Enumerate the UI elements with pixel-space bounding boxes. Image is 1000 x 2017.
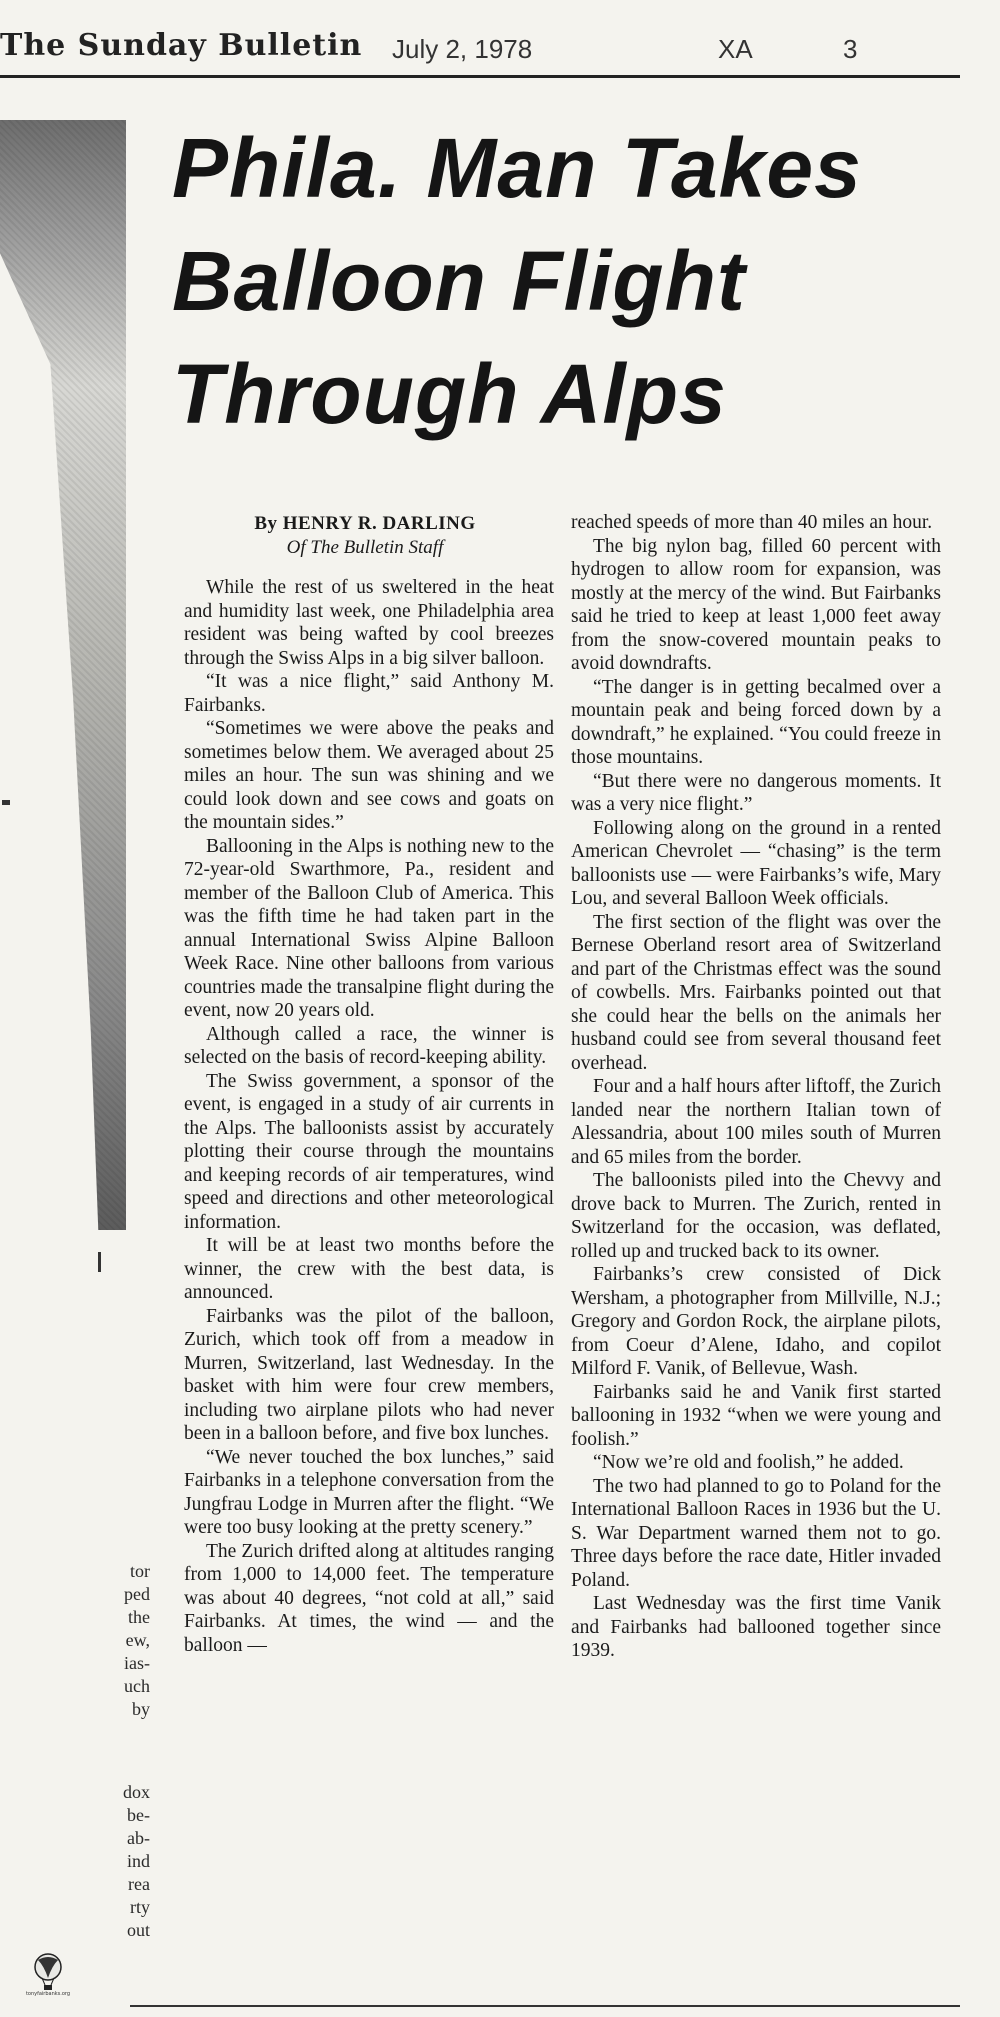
author-name: By HENRY R. DARLING xyxy=(254,513,476,534)
paragraph: The first section of the flight was over the Bernese Oberland resort area of Switzerland and part of the Christmas effect was the sound of cowbells. Mrs. Fairbanks pointed out that she could hear the bells on the animals her husband could see from several thousand feet overhead. xyxy=(571,911,941,1074)
issue-date: July 2, 1978 xyxy=(392,34,533,64)
paragraph: Although called a race, the winner is selected on the basis of record-keeping ability. xyxy=(184,1023,554,1068)
paragraph: The two had planned to go to Poland for the International Balloon Races in 1936 but the U. S. War Department warned them not to go. Three days before the race date, Hitler invaded Poland. xyxy=(571,1475,941,1591)
photo-fragment xyxy=(0,120,126,1230)
print-mark xyxy=(98,1252,101,1272)
bottom-rule xyxy=(130,2005,960,2007)
article-column-1 xyxy=(184,576,554,1657)
paragraph: It will be at least two months before the winner, the crew with the best data, is announced. xyxy=(184,1235,554,1303)
headline-line: Phila. Man Takes xyxy=(172,121,862,215)
headline-line: Through Alps xyxy=(172,347,727,441)
byline xyxy=(180,512,550,560)
paragraph: Fairbanks said he and Vanik first started ballooning in 1932 “when we were young and foolish.” xyxy=(571,1381,941,1450)
headline xyxy=(172,112,972,451)
adjacent-article-fragment: tor ped the ew, ias- uch by xyxy=(124,1561,150,1719)
paragraph: “The danger is in getting becalmed over a mountain peak and being forced down by a downdraft,” he explained. “You could freeze in those mountains. xyxy=(571,676,941,768)
paragraph: The big nylon bag, filled 60 percent with hydrogen to allow room for expansion, was mostly at the mercy of the wind. But Fairbanks said he tried to keep at least 1,000 feet away from the snow-covered mountain peaks to avoid downdrafts. xyxy=(571,535,941,674)
paragraph: “We never touched the box lunches,” said Fairbanks in a telephone conversation from the Jungfrau Lodge in Murren after the flight. “We were too busy looking at the pretty scenery.” xyxy=(184,1446,554,1538)
adjacent-article-fragment: dox be- ab- ind rea rty out xyxy=(123,1782,150,1940)
paragraph: The Swiss government, a sponsor of the event, is engaged in a study of air currents in the Alps. The balloonists assist by accurately plotting their course through the mountains and keeping records of air temperatures, wind speed and directions and other meteorological information. xyxy=(184,1070,554,1233)
paragraph: Last Wednesday was the first time Vanik and Fairbanks had ballooned together since 1939. xyxy=(571,1593,941,1661)
paragraph: Fairbanks’s crew consisted of Dick Wersham, a photographer from Millville, N.J.; Gregory and Gordon Rock, the airplane pilots, from Coeur d’Alene, Idaho, and copilot Milford F. Vanik, of Bellevue, Wash. xyxy=(571,1264,941,1379)
page-number: 3 xyxy=(843,34,858,64)
paragraph: Ballooning in the Alps is nothing new to the 72-year-old Swarthmore, Pa., resident and member of the Balloon Club of America. This was the fifth time he had taken part in the annual International Swiss Alpine Balloon Week Race. Nine other balloons from various countries made the transalpine flight during the event, now 20 years old. xyxy=(184,835,554,1021)
paragraph: “Now we’re old and foolish,” he added. xyxy=(593,1452,904,1473)
paragraph: While the rest of us sweltered in the heat and humidity last week, one Philadelphia area resident was being wafted by cool breezes through the Swiss Alps in a big silver balloon. xyxy=(184,577,554,669)
paragraph: Four and a half hours after liftoff, the Zurich landed near the northern Italian town of Alessandria, about 100 miles south of Murren and 65 miles from the border. xyxy=(571,1076,941,1168)
print-mark xyxy=(2,800,10,805)
paragraph: “But there were no dangerous moments. It was a very nice flight.” xyxy=(571,770,941,815)
paragraph: “It was a nice flight,” said Anthony M. Fairbanks. xyxy=(184,671,554,716)
masthead xyxy=(0,28,960,78)
paragraph: The Zurich drifted along at altitudes ranging from 1,000 to 14,000 feet. The temperature was about 40 degrees, “not cold at all,” said Fairbanks. At times, the wind — and the balloon — xyxy=(184,1540,554,1656)
paragraph: reached speeds of more than 40 miles an hour. xyxy=(571,512,933,533)
paragraph: The balloonists piled into the Chevvy and drove back to Murren. The Zurich, rented in Switzerland for the occasion, was deflated, rolled up and trucked back to its owner. xyxy=(571,1170,941,1262)
article-column-2 xyxy=(571,511,941,1663)
badge-label: tonyfairbanks.org xyxy=(25,1991,71,1997)
paragraph: Following along on the ground in a rented American Chevrolet — “chasing” is the term balloonists use — were Fairbanks’s wife, Mary Lou, and several Balloon Week officials. xyxy=(571,817,941,909)
staff-line: Of The Bulletin Staff xyxy=(286,537,444,558)
balloon-icon xyxy=(22,1952,74,1992)
paper-name: The Sunday Bulletin xyxy=(0,28,363,63)
edition-code: XA xyxy=(718,34,753,64)
paragraph: “Sometimes we were above the peaks and sometimes below them. We averaged about 25 miles an hour. The sun was shining and we could look down and see cows and goats on the mountain sides.” xyxy=(184,718,554,833)
paragraph: Fairbanks was the pilot of the balloon, Zurich, which took off from a meadow in Murren, Switzerland, last Wednesday. In the basket with him were four crew members, including two airplane pilots who had never been in a balloon before, and five box lunches. xyxy=(184,1305,554,1444)
headline-line: Balloon Flight xyxy=(172,234,746,328)
